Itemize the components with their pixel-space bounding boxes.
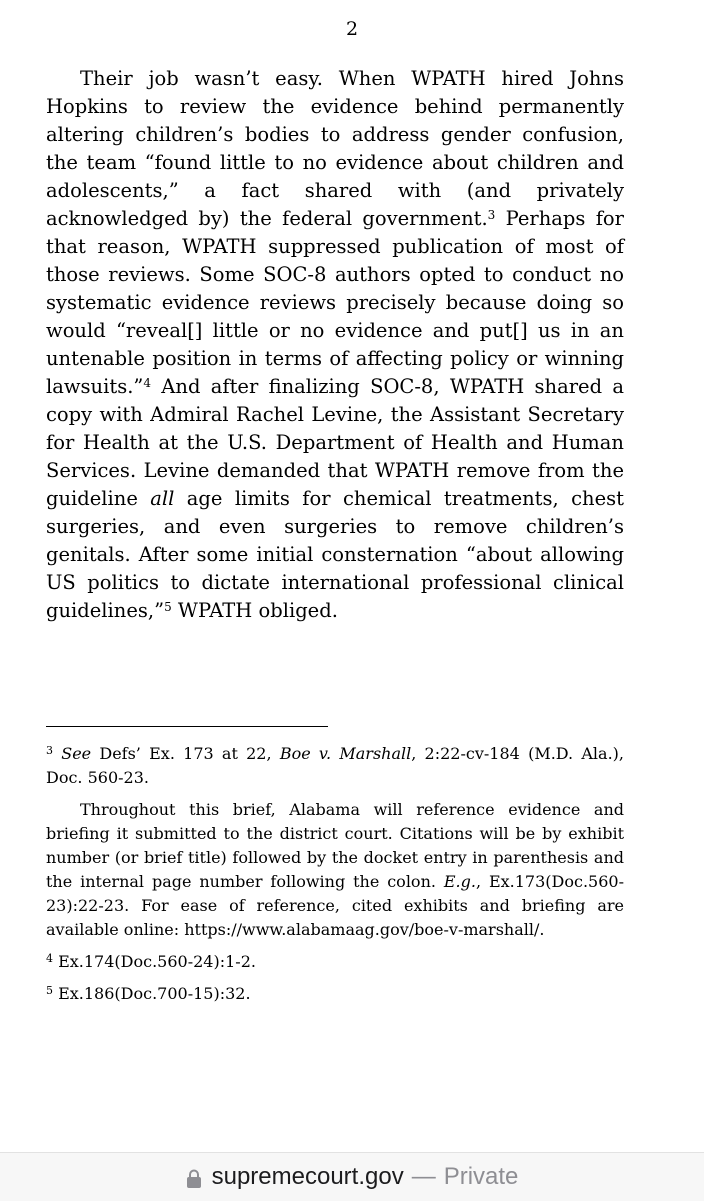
footnote-ref-4[interactable]: 4 [143, 376, 152, 390]
footnote-3 [46, 742, 624, 790]
footnote-ref-3[interactable]: 3 [487, 208, 496, 222]
footnote-divider [46, 726, 328, 727]
footnote-3-continuation-text-a: Throughout this brief, Alabama will reference evidence and briefing it submitted to the district court. Citations will be by exhibit number (or brief title) followed by the docket entry in parenthesis and the internal page number following the colon. [46, 800, 624, 891]
private-mode-label: Private [443, 1163, 519, 1190]
footnotes [46, 742, 624, 1014]
url-domain[interactable]: supremecourt.gov [211, 1163, 404, 1190]
body-text-2: Perhaps for that reason, WPATH suppressed publication of most of those reviews. Some SOC-8 authors opted to conduct no systematic evidence reviews precisely because doing so would “reveal[] little or no evidence and put[] us in an untenable position in terms of affecting policy or winning lawsuits.” [46, 207, 624, 398]
footnote-5 [46, 982, 624, 1006]
footnote-3-eg: E.g. [443, 872, 476, 891]
footnote-3-case-name: Boe v. Marshall [279, 744, 412, 763]
body-text-4: age limits for chemical treatments, chest surgeries, and even surgeries to remove children’s genitals. After some initial consternation “about allowing US politics to dictate international professional clinical guidelines,” [46, 487, 624, 622]
body-text-emphasis: all [150, 487, 175, 510]
body-text-3: And after finalizing SOC-8, WPATH shared a copy with Admiral Rachel Levine, the Assistant Secretary for Health at the U.S. Department of Health and Human Services. Levine demanded that WPATH remove from the guideline [46, 375, 624, 510]
footnote-4-text: Ex.174(Doc.560-24):1-2. [53, 952, 256, 971]
body-paragraph [46, 65, 624, 625]
footnote-4 [46, 950, 624, 974]
footnote-5-number: 5 [46, 984, 53, 997]
footnote-ref-5[interactable]: 5 [164, 600, 172, 614]
url-separator: — [411, 1163, 436, 1190]
footnote-3-continuation [46, 798, 624, 942]
footnote-3-text-b: , 2:22-cv-184 (M.D. Ala.), Doc. 560-23. [46, 744, 624, 787]
footnote-3-continuation-text-b: , Ex.173(Doc.560-23):22-23. For ease of reference, cited exhibits and briefing are available online: https://www.alabamaag.gov/boe-v-marshall/. [46, 872, 624, 939]
body-text-5: WPATH obliged. [171, 599, 338, 622]
browser-address-bar[interactable] [0, 1152, 704, 1201]
footnote-3-text-a: Defs’ Ex. 173 at 22, [91, 744, 280, 763]
lock-icon [186, 1169, 202, 1189]
footnote-5-text: Ex.186(Doc.700-15):32. [53, 984, 251, 1003]
footnote-3-signal: See [61, 744, 92, 763]
footnote-4-number: 4 [46, 952, 53, 965]
body-text-1: Their job wasn’t easy. When WPATH hired Johns Hopkins to review the evidence behind permanently altering children’s bodies to address gender confusion, the team “found little to no evidence about children and adolescents,” a fact shared with (and privately acknowledged by) the federal government. [46, 67, 624, 230]
footnote-3-number: 3 [46, 744, 53, 757]
page-number: 2 [345, 18, 359, 40]
